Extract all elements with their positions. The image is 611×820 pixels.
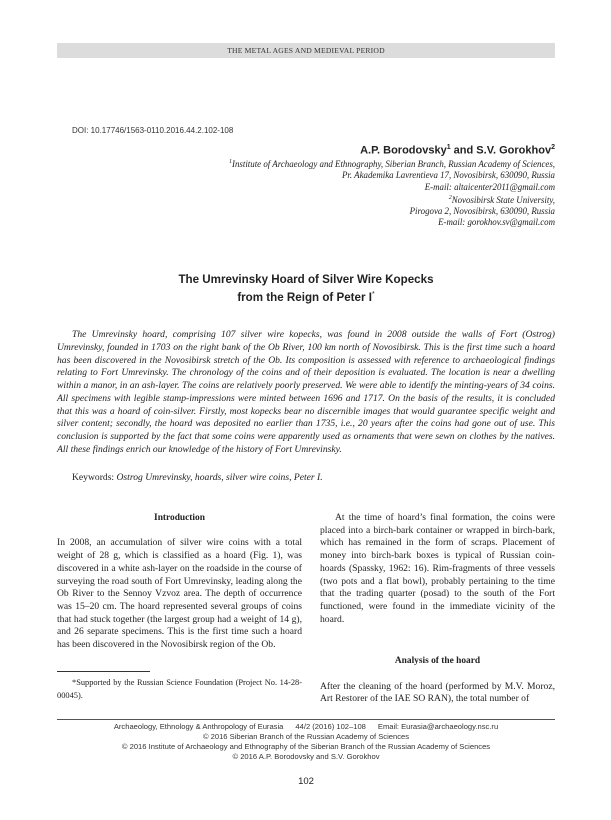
left-column (57, 512, 302, 652)
intro-paragraph: In 2008, an accumulation of silver wire coins with a total weight of 28 g, which is classified as a hoard (Fig. 1), was discovered in a white ash-layer on the roadside in the course of surveying the road south of Fort Umrevinsky, leading along the Ob River to the Sennoy Vzvoz area. The depth of occurrence was 15–20 cm. The hoard represented several groups of coins that had stuck together (the largest group had a weight of 14 g), and 26 separate specimens. This is the first time such a hoard has been discovered in the Novosibirsk region of the Ob. (57, 537, 302, 651)
email-1: E-mail: altaicenter2011@gmail.com (424, 181, 555, 192)
paragraph: After the cleaning of the hoard (performed by M.V. Moroz, Art Restorer of the IAE SO RAN), the total number of (320, 680, 555, 705)
affiliations: $^1$Institute of Archaeology and Ethnography, Siberian Branch, Russian Academy of Sciences, Pr. Akademika Lavrentieva 17, Novosibirsk, 630090, Russia E-mail: altaicenter2011@gmail.com $^2$Novosibirsk State University, Pirogova 2, Novosibirsk, 630090, Russia E-mail: gorokhov.sv@gmail.com (229, 158, 555, 228)
footnote: *Supported by the Russian Science Foundation (Project No. 14-28-00045). (57, 678, 302, 700)
page-number: 102 (298, 776, 314, 787)
running-header: THE METAL AGES AND MEDIEVAL PERIOD (57, 43, 555, 58)
email-2: E-mail: gorokhov.sv@gmail.com (438, 217, 555, 228)
authors: A.P. Borodovsky$^1$ and S.V. Gorokhov$^2$ (360, 144, 555, 157)
author-2: S.V. Gorokhov (476, 144, 552, 157)
section-heading-introduction: Introduction (154, 513, 205, 523)
article-title: The Umrevinsky Hoard of Silver Wire Kopecks from the Reign of Peter I* (178, 273, 434, 304)
footer-divider (57, 719, 555, 720)
footer: Archaeology, Ethnology & Anthropology of Eurasia 44/2 (2016) 102–108 Email: Eurasia@archaeology.nsc.ru © 2016 Siberian Branch of the Russian Academy of Sciences © 2016 Institute of Archaeology and Ethnography of the Siberian Branch of the Russian Academy of Sciences © 2016 A.P. Borodovsky and S.V. Gorokhov (113, 722, 499, 761)
author-1: A.P. Borodovsky (360, 144, 447, 157)
doi: DOI: 10.17746/1563-0110.2016.44.2.102-108 (72, 126, 234, 135)
abstract: The Umrevinsky hoard, comprising 107 silver wire kopecks, was found in 2008 outside the walls of Fort (Ostrog) Umrevinsky, founded in 1703 on the right bank of the Ob River, 100 km north of Novosibirsk. This is the first time such a hoard has been discovered in the Novosibirsk stretch of the Ob. Its composition is assessed with reference to archaeological findings relating to Fort Umrevinsky. The chronology of the coins and of their deposition is evaluated. The location is near a dwelling within a manor, in an ash-layer. The coins are relatively poorly preserved. We were able to identify the minting-years of 34 coins. All specimens with legible stamp-impressions were minted between 1696 and 1717. On the basis of the results, it is concluded that this was a hoard of coin-silver. Firstly, most kopecks bear no discernible images that would guarantee specific weight and silver content; secondly, the hoard was deposited no earlier than 1735, i.e., 20 years after the coins had gone out of use. This conclusion is supported by the fact that some coins were apparently used as ornaments that were sewn on clothes by the natives. All these findings enrich our knowledge of the history of Fort Umrevinsky. (57, 329, 555, 455)
paragraph: At the time of hoard’s final formation, the coins were placed into a birch-bark container or wrapped in birch-bark, which has remained in the form of scraps. Placement of money into birch-bark boxes is typical of Russian coin-hoards (Spassky, 1962: 16). Rim-fragments of three vessels (two pots and a flat bowl), probably pertaining to the time that the trading quarter (posad) to the south of the Fort functioned, were found in the immediate vicinity of the hoard. (320, 512, 555, 625)
keywords: Keywords: Ostrog Umrevinsky, hoards, silver wire coins, Peter I. (72, 472, 323, 483)
footnote-divider (57, 671, 150, 672)
section-heading-analysis: Analysis of the hoard (394, 656, 481, 667)
right-column (320, 512, 555, 706)
